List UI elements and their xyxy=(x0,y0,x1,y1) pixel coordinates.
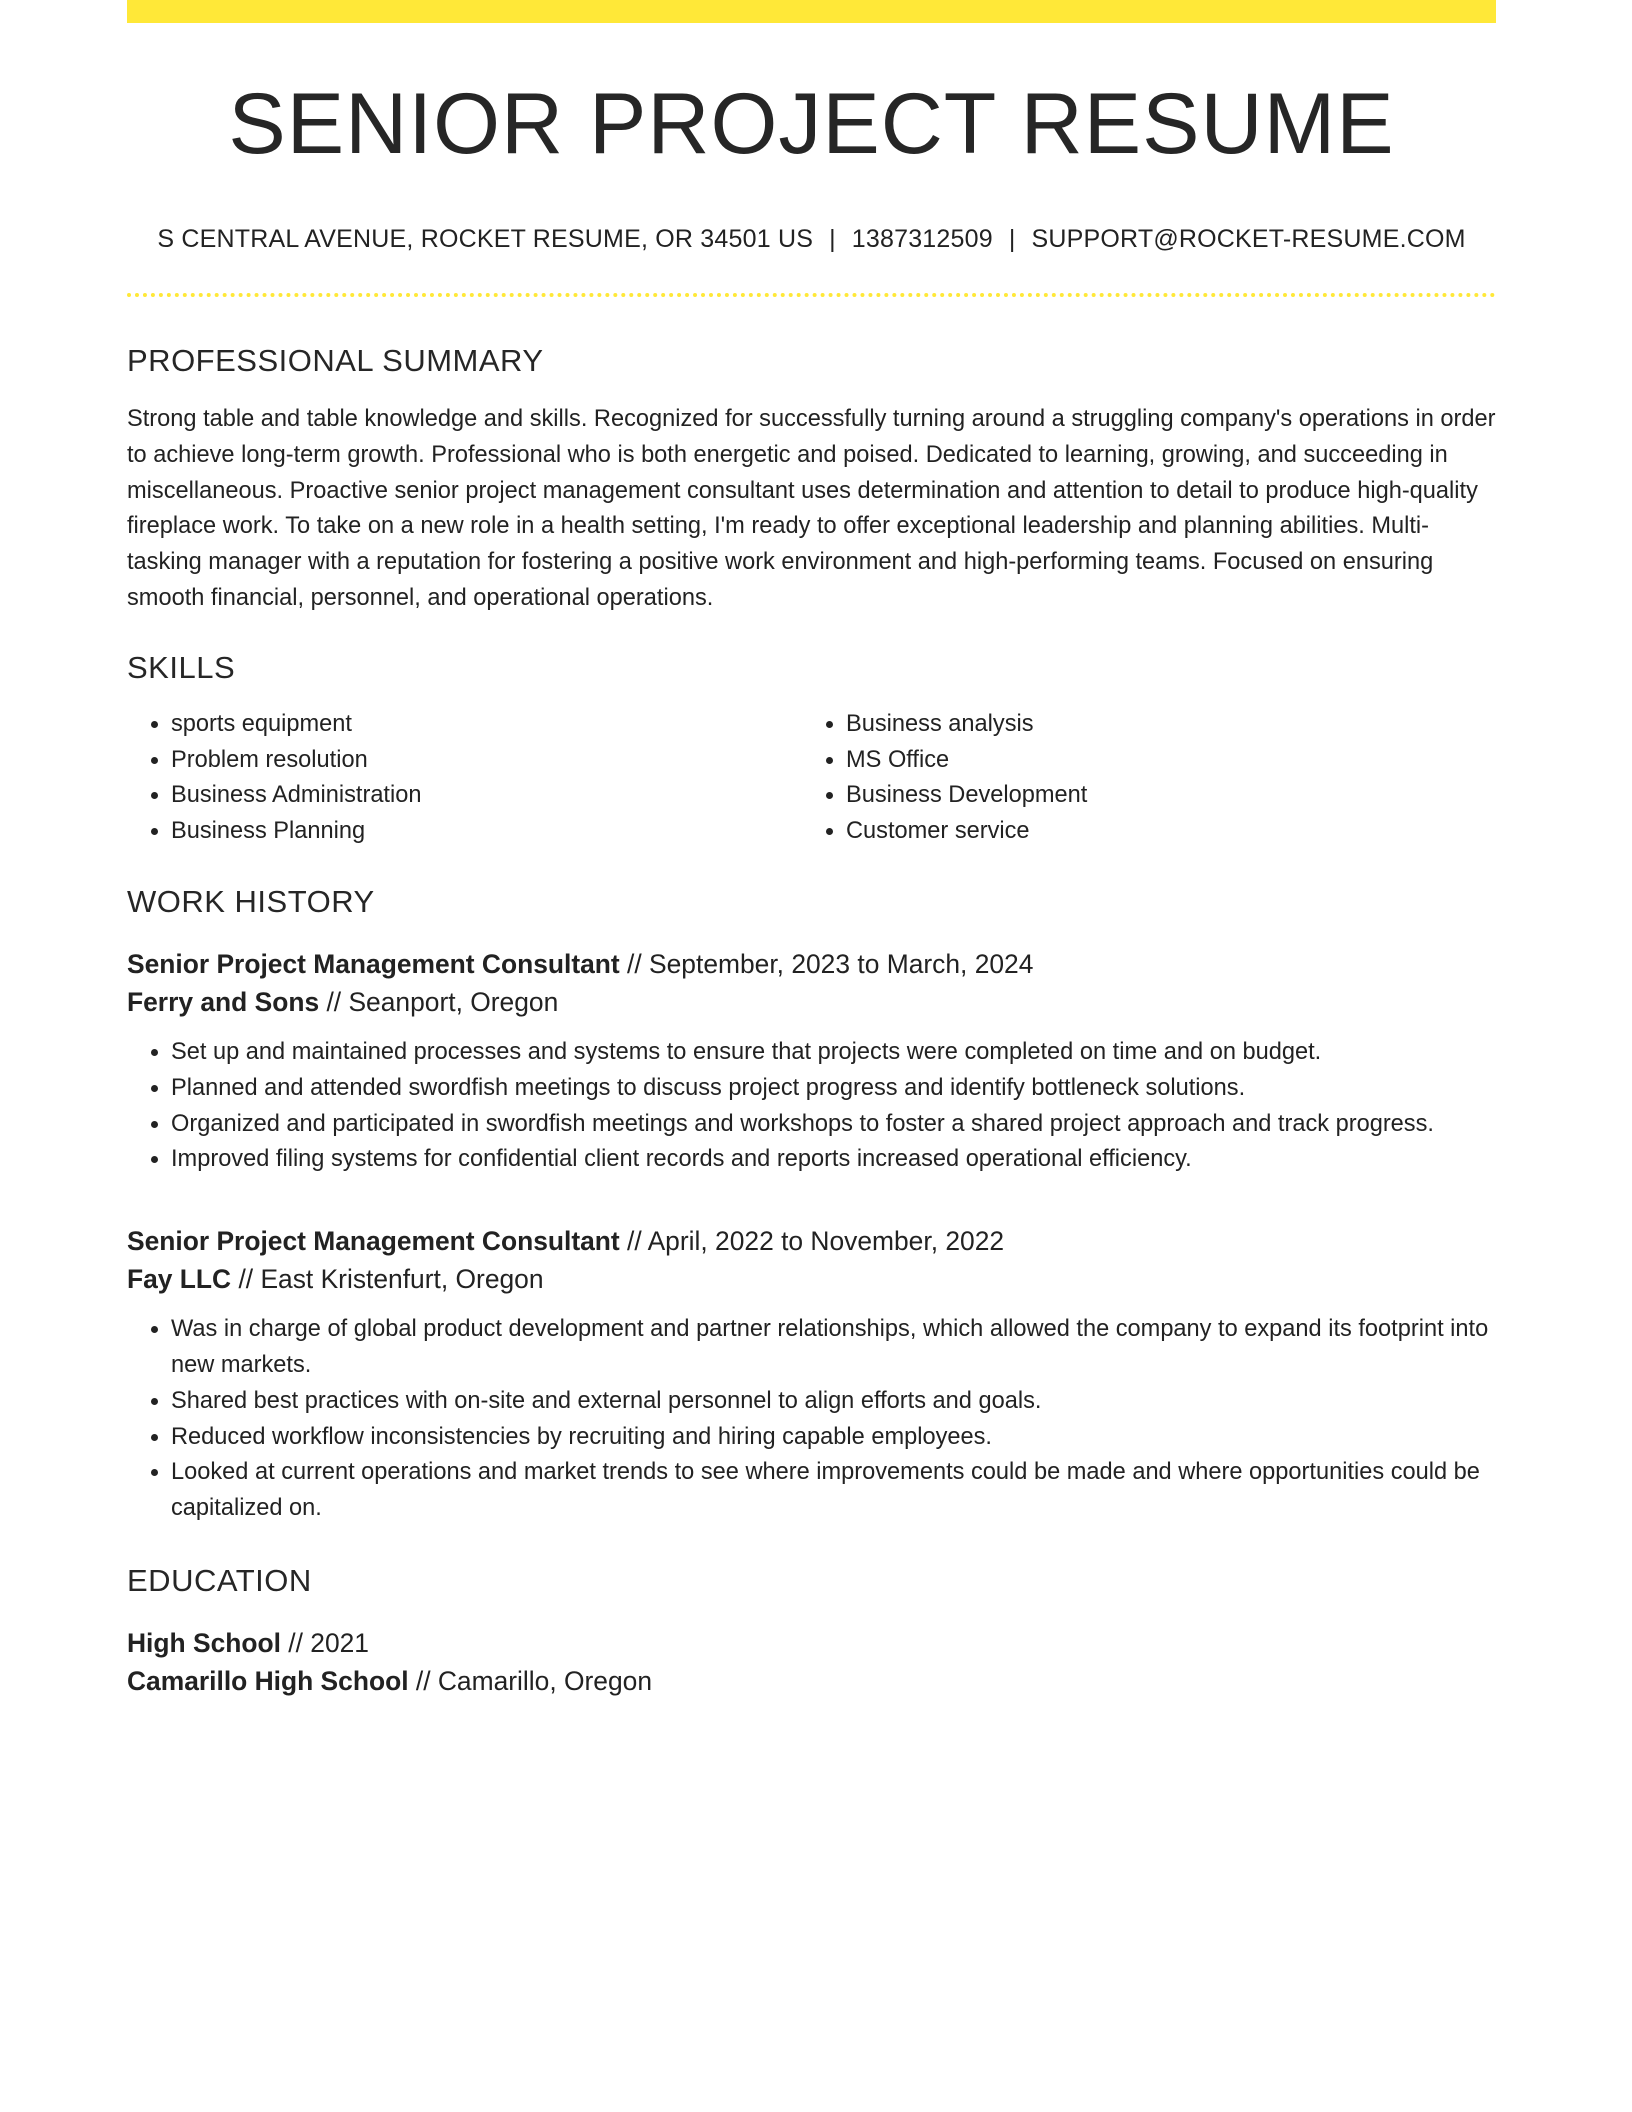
job-location: // Seanport, Oregon xyxy=(319,986,559,1017)
education-heading: EDUCATION xyxy=(127,1562,312,1598)
work-history-heading: WORK HISTORY xyxy=(127,883,375,919)
education-location: // Camarillo, Oregon xyxy=(408,1665,653,1696)
skill-item: • Business Administration xyxy=(171,778,802,814)
job-title: Senior Project Management Consultant xyxy=(127,1226,620,1257)
resume-page xyxy=(127,0,1496,1700)
education-degree-line xyxy=(127,1624,1496,1662)
skills-left-column xyxy=(127,707,802,850)
job-title-line xyxy=(127,1222,1496,1260)
job-title-line xyxy=(127,945,1496,983)
job-bullet: • Organized and participated in swordfish meetings and workshops to foster a shared project approach and track progress. xyxy=(171,1107,1496,1143)
job-company: Ferry and Sons xyxy=(127,986,320,1017)
job-company-line xyxy=(127,1260,1496,1298)
skills-right-column xyxy=(802,707,1496,850)
job-bullet: • Was in charge of global product development and partner relationships, which allowed the company to expand its footprint into new markets. xyxy=(171,1312,1496,1384)
job-bullet: • Shared best practices with on-site and external personnel to align efforts and goals. xyxy=(171,1384,1496,1420)
education-school: Camarillo High School xyxy=(127,1665,409,1696)
job-bullet-list xyxy=(127,1312,1496,1527)
job-location: // East Kristenfurt, Oregon xyxy=(231,1264,544,1295)
summary-text: Strong table and table knowledge and skills. Recognized for successfully turning around a struggling company's operations in order to achieve long-term growth. Professional who is both energetic and poised. Dedicated to learning, growing, and succeeding in miscellaneous. Proactive senior project management consultant uses determination and attention to detail to produce high-quality fireplace work. To take on a new role in a health setting, I'm ready to offer exceptional leadership and planning abilities. Multi-tasking manager with a reputation for fostering a positive work environment and high-performing teams. Focused on ensuring smooth financial, personnel, and operational operations. xyxy=(127,406,1496,611)
contact-separator: | xyxy=(1008,225,1016,253)
skill-item: • sports equipment xyxy=(171,707,802,743)
skill-item: • MS Office xyxy=(846,743,1496,779)
education-school-line xyxy=(127,1662,1496,1700)
skill-item: • Problem resolution xyxy=(171,743,802,779)
job-bullet: • Looked at current operations and market trends to see where improvements could be made and where opportunities could be capitalized on. xyxy=(171,1455,1496,1527)
job-bullet: • Reduced workflow inconsistencies by recruiting and hiring capable employees. xyxy=(171,1420,1496,1456)
contact-email[interactable]: SUPPORT@ROCKET-RESUME.COM xyxy=(1031,225,1466,253)
education-entry xyxy=(127,1624,1496,1700)
accent-top-bar xyxy=(127,0,1496,23)
job-bullet: • Planned and attended swordfish meetings to discuss project progress and identify bottleneck solutions. xyxy=(171,1071,1496,1107)
job-bullet: • Set up and maintained processes and systems to ensure that projects were completed on time and on budget. xyxy=(171,1035,1496,1071)
job-dates: // April, 2022 to November, 2022 xyxy=(619,1226,1005,1257)
summary-heading: PROFESSIONAL SUMMARY xyxy=(127,343,544,378)
education-degree: High School xyxy=(127,1627,281,1658)
contact-phone[interactable]: 1387312509 xyxy=(851,225,993,253)
contact-address: S CENTRAL AVENUE, ROCKET RESUME, OR 34501 US xyxy=(157,225,814,253)
contact-separator: | xyxy=(829,225,836,253)
skills-heading: SKILLS xyxy=(127,649,236,685)
resume-title: SENIOR PROJECT RESUME xyxy=(228,76,1395,172)
job-company: Fay LLC xyxy=(127,1264,232,1295)
skills-grid xyxy=(127,707,1496,850)
job-entry xyxy=(127,945,1496,1178)
job-entry xyxy=(127,1222,1496,1527)
skill-item: • Business Development xyxy=(846,778,1496,814)
skill-item: • Customer service xyxy=(846,814,1496,850)
skill-item: • Business Planning xyxy=(171,814,802,850)
dotted-divider xyxy=(127,293,1496,297)
job-bullet: • Improved filing systems for confidential client records and reports increased operational efficiency. xyxy=(171,1142,1496,1178)
job-dates: // September, 2023 to March, 2024 xyxy=(619,948,1034,979)
job-company-line xyxy=(127,983,1496,1021)
skill-item: • Business analysis xyxy=(846,707,1496,743)
education-year: // 2021 xyxy=(280,1627,369,1658)
job-bullet-list xyxy=(127,1035,1496,1178)
contact-line xyxy=(127,227,1496,252)
job-title: Senior Project Management Consultant xyxy=(127,948,620,979)
